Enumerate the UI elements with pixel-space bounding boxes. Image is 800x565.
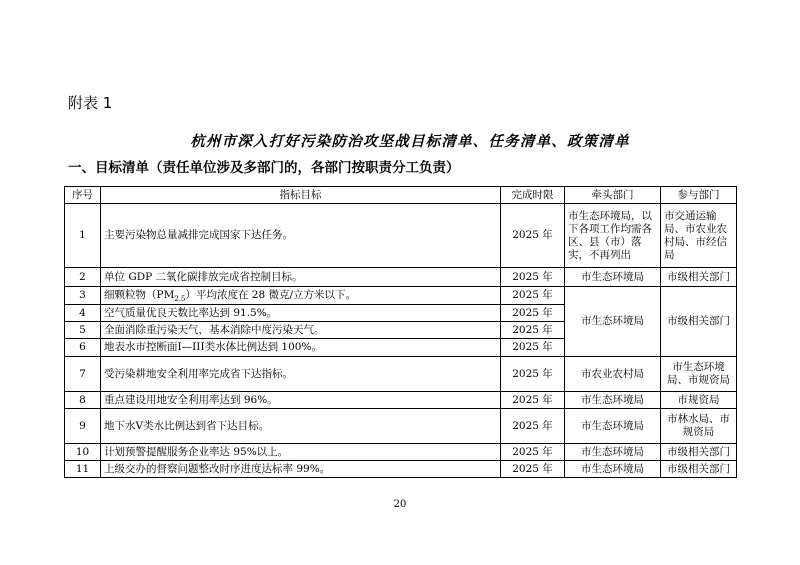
row-seq: 2 bbox=[65, 268, 101, 287]
row-seq: 4 bbox=[65, 305, 101, 322]
row-lead-dept: 市生态环境局 bbox=[565, 392, 661, 409]
header-target: 指标目标 bbox=[101, 187, 501, 204]
row-seq: 6 bbox=[65, 339, 101, 357]
row-target-suffix: ）平均浓度在 28 微克/立方米以下。 bbox=[185, 289, 357, 301]
table-row bbox=[65, 204, 737, 268]
row-lead-dept: 市农业农村局 bbox=[565, 357, 661, 392]
table-row bbox=[65, 409, 737, 444]
row-seq: 10 bbox=[65, 444, 101, 461]
row-deadline: 2025 年 bbox=[501, 357, 565, 392]
row-deadline: 2025 年 bbox=[501, 204, 565, 268]
row-target: 空气质量优良天数比率达到 91.5%。 bbox=[101, 305, 501, 322]
page-number: 20 bbox=[393, 499, 407, 510]
row-deadline: 2025 年 bbox=[501, 461, 565, 478]
row-seq: 1 bbox=[65, 204, 101, 268]
table-row bbox=[65, 268, 737, 287]
table-row bbox=[65, 392, 737, 409]
row-deadline: 2025 年 bbox=[501, 339, 565, 357]
row-target bbox=[101, 287, 501, 305]
target-list-table bbox=[64, 186, 737, 478]
row-lead-dept: 市生态环境局 bbox=[565, 461, 661, 478]
row-target: 全面消除重污染天气，基本消除中度污染天气。 bbox=[101, 322, 501, 339]
row-deadline: 2025 年 bbox=[501, 392, 565, 409]
row-target: 地下水Ⅴ类水比例达到省下达目标。 bbox=[101, 409, 501, 444]
table-header-row bbox=[65, 187, 737, 204]
row-participating-depts: 市级相关部门 bbox=[661, 444, 737, 461]
row-seq: 5 bbox=[65, 322, 101, 339]
header-seq: 序号 bbox=[65, 187, 101, 204]
section-heading: 一、目标清单（责任单位涉及多部门的，各部门按职责分工负责） bbox=[68, 160, 460, 176]
annex-label: 附表 1 bbox=[68, 94, 113, 112]
row-participating-depts: 市生态环境局、市规资局 bbox=[661, 357, 737, 392]
row-deadline: 2025 年 bbox=[501, 322, 565, 339]
table-row bbox=[65, 444, 737, 461]
row-deadline: 2025 年 bbox=[501, 287, 565, 305]
table-row bbox=[65, 357, 737, 392]
row-deadline: 2025 年 bbox=[501, 409, 565, 444]
merged-participating-depts: 市级相关部门 bbox=[661, 287, 737, 357]
row-seq: 7 bbox=[65, 357, 101, 392]
table-row bbox=[65, 287, 737, 305]
row-deadline: 2025 年 bbox=[501, 268, 565, 287]
row-seq: 8 bbox=[65, 392, 101, 409]
row-lead-dept: 市生态环境局 bbox=[565, 409, 661, 444]
document-title: 杭州市深入打好污染防治攻坚战目标清单、任务清单、政策清单 bbox=[190, 133, 630, 150]
row-lead-dept: 市生态环境局，以下各项工作均需各区、县（市）落实，不再列出 bbox=[565, 204, 661, 268]
row-participating-depts: 市交通运输局、市农业农村局、市经信局 bbox=[661, 204, 737, 268]
row-seq: 3 bbox=[65, 287, 101, 305]
row-participating-depts: 市规资局 bbox=[661, 392, 737, 409]
row-target: 受污染耕地安全利用率完成省下达指标。 bbox=[101, 357, 501, 392]
table-row bbox=[65, 461, 737, 478]
row-participating-depts: 市级相关部门 bbox=[661, 461, 737, 478]
row-deadline: 2025 年 bbox=[501, 305, 565, 322]
row-target: 上级交办的督察问题整改时序进度达标率 99%。 bbox=[101, 461, 501, 478]
row-lead-dept: 市生态环境局 bbox=[565, 444, 661, 461]
merged-lead-dept: 市生态环境局 bbox=[565, 287, 661, 357]
row-target: 重点建设用地安全利用率达到 96%。 bbox=[101, 392, 501, 409]
row-seq: 11 bbox=[65, 461, 101, 478]
row-target: 计划预警提醒服务企业率达 95%以上。 bbox=[101, 444, 501, 461]
header-lead-dept: 牵头部门 bbox=[565, 187, 661, 204]
row-deadline: 2025 年 bbox=[501, 444, 565, 461]
row-participating-depts: 市级相关部门 bbox=[661, 268, 737, 287]
row-participating-depts: 市林水局、市规资局 bbox=[661, 409, 737, 444]
header-deadline: 完成时限 bbox=[501, 187, 565, 204]
header-participating-depts: 参与部门 bbox=[661, 187, 737, 204]
row-target: 单位 GDP 二氧化碳排放完成省控制目标。 bbox=[101, 268, 501, 287]
row-target-prefix: 细颗粒物（PM bbox=[104, 289, 175, 301]
row-target-subscript: 2.5 bbox=[174, 295, 186, 304]
row-target: 地表水市控断面Ⅰ—III类水体比例达到 100%。 bbox=[101, 339, 501, 357]
row-lead-dept: 市生态环境局 bbox=[565, 268, 661, 287]
row-target: 主要污染物总量减排完成国家下达任务。 bbox=[101, 204, 501, 268]
row-seq: 9 bbox=[65, 409, 101, 444]
